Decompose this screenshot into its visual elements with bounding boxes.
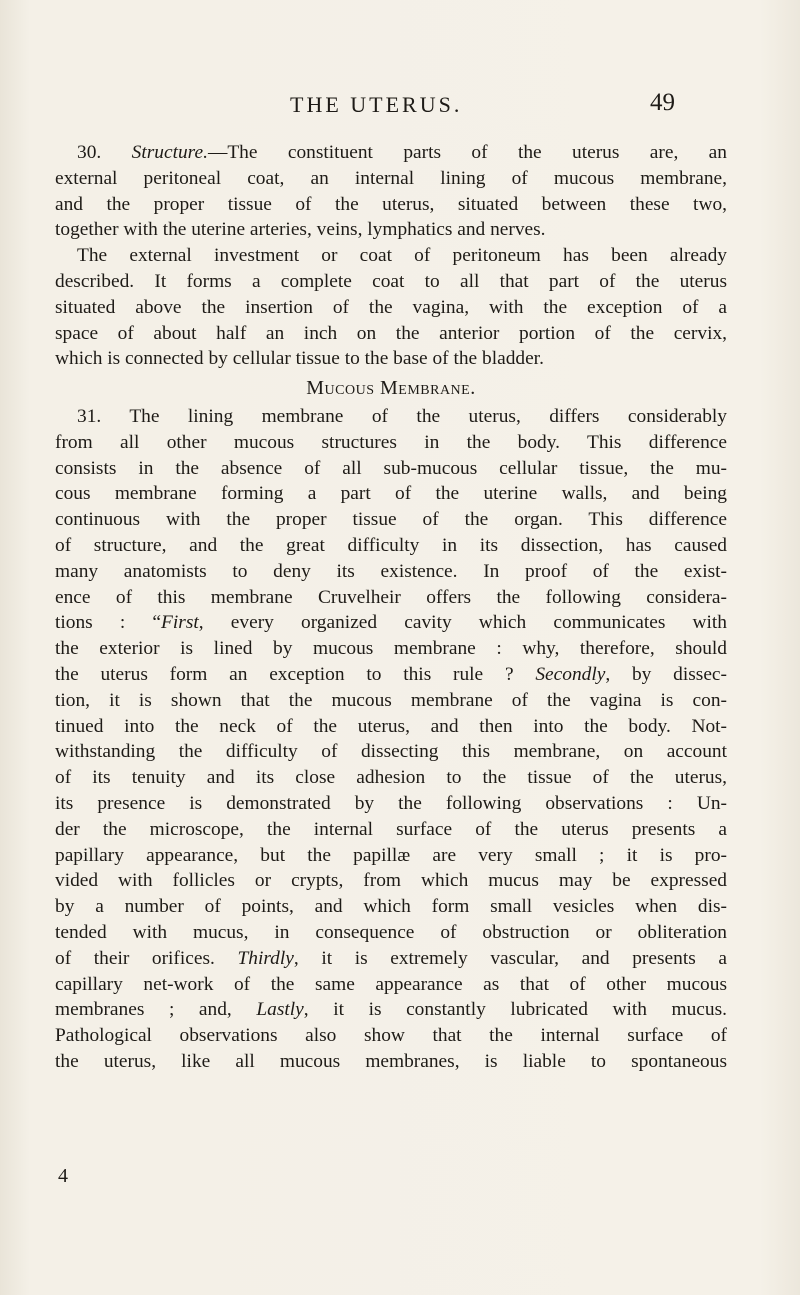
text-line: its presence is demonstrated by the following observations : Un-	[55, 792, 727, 814]
text-line: vided with follicles or crypts, from which mucus may be expressed	[55, 870, 727, 892]
text-line: space of about half an inch on the anterior portion of the cervix,	[55, 322, 727, 344]
text-line: der the microscope, the internal surface of the uterus presents a	[55, 818, 727, 840]
text-line: membranes ; and, Lastly, it is constantly lubricated with mucus.	[55, 999, 727, 1021]
text-line: situated above the insertion of the vagina, with the exception of a	[55, 296, 727, 318]
text-line: which is connected by cellular tissue to the base of the bladder.	[55, 348, 544, 370]
text-line: of structure, and the great difficulty in its dissection, has caused	[55, 534, 727, 556]
text-line: capillary net-work of the same appearance as that of other mucous	[55, 973, 727, 995]
paragraph-31	[55, 404, 727, 1075]
body-text	[55, 140, 727, 1075]
text-line: of their orifices. Thirdly, it is extremely vascular, and presents a	[55, 947, 727, 969]
text-line: Pathological observations also show that the internal surface of	[55, 1025, 727, 1047]
text-line: continuous with the proper tissue of the organ. This difference	[55, 509, 727, 531]
text-line: the uterus form an exception to this rule ? Secondly, by dissec-	[55, 663, 727, 685]
text-line: tinued into the neck of the uterus, and then into the body. Not-	[55, 715, 727, 737]
text-line: tended with mucus, in consequence of obstruction or obliteration	[55, 921, 727, 943]
text-line: the exterior is lined by mucous membrane : why, therefore, should	[55, 638, 727, 660]
text-line: from all other mucous structures in the body. This difference	[55, 431, 727, 453]
text-line: the uterus, like all mucous membranes, is liable to spontaneous	[55, 1050, 727, 1072]
text-line: described. It forms a complete coat to all that part of the uterus	[55, 270, 727, 292]
text-line: of its tenuity and its close adhesion to the tissue of the uterus,	[55, 767, 727, 789]
text-line: 30. Structure.—The constituent parts of the uterus are, an	[77, 142, 727, 163]
text-line: together with the uterine arteries, veins, lymphatics and nerves.	[55, 219, 546, 241]
text-line: tions : “First, every organized cavity which communicates with	[55, 612, 728, 634]
page-number: 49	[650, 89, 675, 116]
text-line: external peritoneal coat, an internal lining of mucous membrane,	[55, 167, 727, 189]
running-head	[290, 89, 720, 132]
text-line: by a number of points, and which form small vesicles when dis-	[55, 896, 727, 918]
paragraph-number: 30.	[77, 142, 102, 163]
text-line: cous membrane forming a part of the uterine walls, and being	[55, 483, 727, 505]
paragraph-30	[55, 140, 727, 372]
running-title: THE UTERUS.	[290, 92, 463, 117]
paragraph-title: Structure.	[131, 142, 208, 163]
text-line: withstanding the difficulty of dissecting this membrane, on account	[55, 741, 727, 763]
text-line: ence of this membrane Cruvelheir offers the following considera-	[55, 586, 727, 608]
signature-mark: 4	[58, 1165, 68, 1187]
text-line: 31. The lining membrane of the uterus, differs considerably	[77, 405, 727, 427]
text-line: The external investment or coat of peritoneum has been already	[77, 245, 727, 267]
text-line: consists in the absence of all sub-mucous cellular tissue, the mu-	[55, 457, 727, 479]
text-line: and the proper tissue of the uterus, situated between these two,	[55, 193, 727, 215]
text-line: papillary appearance, but the papillæ are very small ; it is pro-	[55, 844, 727, 866]
section-heading: Mucous Membrane.	[306, 377, 476, 400]
text-line: tion, it is shown that the mucous membrane of the vagina is con-	[55, 689, 727, 711]
text-line: many anatomists to deny its existence. In proof of the exist-	[55, 560, 727, 582]
